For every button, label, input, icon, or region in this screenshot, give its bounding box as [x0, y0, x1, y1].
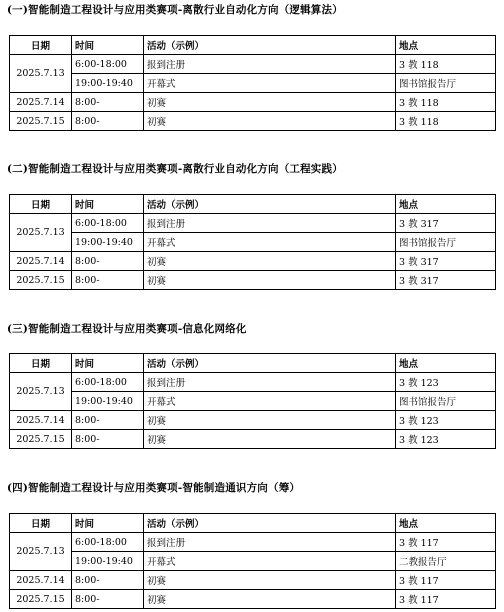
header-time: 时间 — [72, 514, 144, 533]
time-cell: 8:00- — [72, 430, 144, 449]
header-activity: 活动（示例） — [144, 36, 396, 55]
time-cell: 19:00-19:40 — [72, 552, 144, 571]
time-cell: 8:00- — [72, 93, 144, 112]
time-cell: 19:00-19:40 — [72, 233, 144, 252]
table-row — [10, 112, 496, 131]
table-row — [10, 552, 496, 571]
schedule-table — [9, 35, 496, 131]
activity-cell: 初赛 — [144, 411, 396, 430]
activity-cell: 初赛 — [144, 571, 396, 590]
location-cell: 3 教 317 — [396, 252, 496, 271]
time-cell: 19:00-19:40 — [72, 392, 144, 411]
section-title: (四)智能制造工程设计与应用类赛项-智能制造通识方向（筹） — [7, 482, 301, 494]
activity-cell: 开幕式 — [144, 392, 396, 411]
location-cell: 3 教 118 — [396, 55, 496, 74]
activity-cell: 开幕式 — [144, 233, 396, 252]
location-cell: 图书馆报告厅 — [396, 392, 496, 411]
activity-cell: 报到注册 — [144, 373, 396, 392]
time-cell: 8:00- — [72, 411, 144, 430]
date-cell: 2025.7.14 — [10, 252, 72, 271]
activity-cell: 报到注册 — [144, 533, 396, 552]
time-cell: 6:00-18:00 — [72, 533, 144, 552]
table-row — [10, 214, 496, 233]
table-row — [10, 55, 496, 74]
location-cell: 3 教 117 — [396, 571, 496, 590]
date-cell: 2025.7.15 — [10, 590, 72, 609]
date-cell: 2025.7.13 — [10, 214, 72, 252]
table-row — [10, 430, 496, 449]
location-cell: 3 教 123 — [396, 430, 496, 449]
table-row — [10, 411, 496, 430]
header-location: 地点 — [396, 514, 496, 533]
location-cell: 图书馆报告厅 — [396, 233, 496, 252]
date-cell: 2025.7.13 — [10, 533, 72, 571]
schedule-table — [9, 353, 496, 449]
activity-cell: 报到注册 — [144, 55, 396, 74]
header-location: 地点 — [396, 195, 496, 214]
table-row — [10, 93, 496, 112]
time-cell: 6:00-18:00 — [72, 214, 144, 233]
table-row — [10, 533, 496, 552]
activity-cell: 初赛 — [144, 252, 396, 271]
location-cell: 3 教 123 — [396, 411, 496, 430]
table-header-row — [10, 36, 496, 55]
header-activity: 活动（示例） — [144, 514, 396, 533]
header-date: 日期 — [10, 514, 72, 533]
section-title: (三)智能制造工程设计与应用类赛项-信息化网络化 — [7, 323, 247, 335]
table-row — [10, 252, 496, 271]
header-date: 日期 — [10, 195, 72, 214]
header-date: 日期 — [10, 36, 72, 55]
activity-cell: 报到注册 — [144, 214, 396, 233]
header-date: 日期 — [10, 354, 72, 373]
time-cell: 8:00- — [72, 271, 144, 290]
schedule-table — [9, 194, 496, 290]
header-time: 时间 — [72, 195, 144, 214]
location-cell: 图书馆报告厅 — [396, 74, 496, 93]
activity-cell: 初赛 — [144, 271, 396, 290]
location-cell: 3 教 117 — [396, 533, 496, 552]
table-row — [10, 571, 496, 590]
header-location: 地点 — [396, 354, 496, 373]
time-cell: 6:00-18:00 — [72, 55, 144, 74]
time-cell: 8:00- — [72, 112, 144, 131]
table-row — [10, 373, 496, 392]
table-header-row — [10, 195, 496, 214]
section-title: (一)智能制造工程设计与应用类赛项-离散行业自动化方向（逻辑算法） — [7, 4, 343, 16]
location-cell: 3 教 118 — [396, 112, 496, 131]
table-header-row — [10, 354, 496, 373]
header-time: 时间 — [72, 36, 144, 55]
time-cell: 19:00-19:40 — [72, 74, 144, 93]
date-cell: 2025.7.13 — [10, 55, 72, 93]
header-time: 时间 — [72, 354, 144, 373]
table-row — [10, 233, 496, 252]
section-title: (二)智能制造工程设计与应用类赛项-离散行业自动化方向（工程实践） — [7, 163, 343, 175]
location-cell: 3 教 123 — [396, 373, 496, 392]
table-row — [10, 74, 496, 93]
location-cell: 3 教 117 — [396, 590, 496, 609]
activity-cell: 初赛 — [144, 430, 396, 449]
location-cell: 二教报告厅 — [396, 552, 496, 571]
header-activity: 活动（示例） — [144, 195, 396, 214]
date-cell: 2025.7.14 — [10, 411, 72, 430]
header-activity: 活动（示例） — [144, 354, 396, 373]
location-cell: 3 教 317 — [396, 214, 496, 233]
table-row — [10, 590, 496, 609]
header-location: 地点 — [396, 36, 496, 55]
time-cell: 8:00- — [72, 252, 144, 271]
time-cell: 6:00-18:00 — [72, 373, 144, 392]
location-cell: 3 教 118 — [396, 93, 496, 112]
date-cell: 2025.7.13 — [10, 373, 72, 411]
activity-cell: 开幕式 — [144, 74, 396, 93]
date-cell: 2025.7.15 — [10, 430, 72, 449]
activity-cell: 开幕式 — [144, 552, 396, 571]
schedule-table — [9, 513, 496, 609]
date-cell: 2025.7.14 — [10, 93, 72, 112]
location-cell: 3 教 317 — [396, 271, 496, 290]
activity-cell: 初赛 — [144, 112, 396, 131]
activity-cell: 初赛 — [144, 93, 396, 112]
date-cell: 2025.7.14 — [10, 571, 72, 590]
date-cell: 2025.7.15 — [10, 271, 72, 290]
date-cell: 2025.7.15 — [10, 112, 72, 131]
table-row — [10, 392, 496, 411]
time-cell: 8:00- — [72, 590, 144, 609]
table-header-row — [10, 514, 496, 533]
time-cell: 8:00- — [72, 571, 144, 590]
activity-cell: 初赛 — [144, 590, 396, 609]
table-row — [10, 271, 496, 290]
